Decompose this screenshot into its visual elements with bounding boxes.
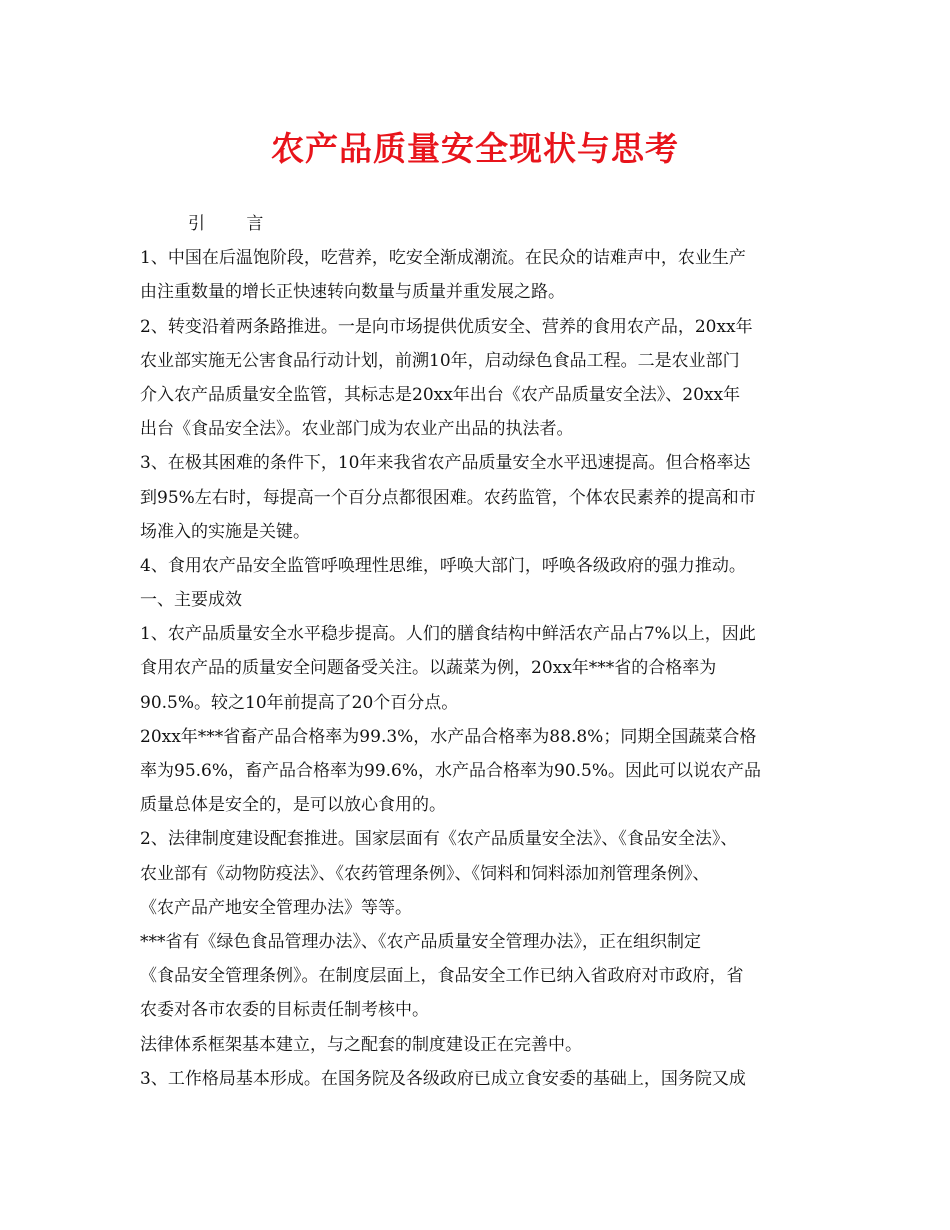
paragraph-line: 食用农产品的质量安全问题备受关注。以蔬菜为例，20xx年***省的合格率为 [140, 658, 717, 679]
paragraph-line: 出台《食品安全法》。农业部门成为农业产出品的执法者。 [140, 419, 574, 440]
paragraph-line: 90.5%。较之10年前提高了20个百分点。 [140, 692, 459, 713]
paragraph-line: 20xx年***省畜产品合格率为99.3%，水产品合格率为88.8%；同期全国蔬菜合格 [140, 726, 757, 747]
paragraph-line: 2、转变沿着两条路推进。一是向市场提供优质安全、营养的食用农产品，20xx年 [140, 316, 753, 337]
paragraph-line: 场准入的实施是关键。 [140, 521, 310, 542]
paragraph-line: ***省有《绿色食品管理办法》、《农产品质量安全管理办法》，正在组织制定 [140, 931, 701, 952]
paragraph-line: 农业部实施无公害食品行动计划，前溯10年，启动绿色食品工程。二是农业部门 [140, 350, 740, 371]
document-title: 农产品质量安全现状与思考 [271, 129, 679, 168]
paragraph-line: 《农产品产地安全管理办法》等等。 [140, 897, 412, 918]
paragraph-line: 农委对各市农委的目标责任制考核中。 [140, 1000, 429, 1021]
paragraph-line: 1、中国在后温饱阶段，吃营养，吃安全渐成潮流。在民众的诘难声中，农业生产 [140, 248, 746, 269]
paragraph-line: 质量总体是安全的，是可以放心食用的。 [140, 795, 446, 816]
paragraph-line: 1、农产品质量安全水平稳步提高。人们的膳食结构中鲜活农产品占7%以上，因此 [140, 624, 756, 645]
paragraph-line: 法律体系框架基本建立，与之配套的制度建设正在完善中。 [140, 1034, 582, 1055]
paragraph-line: 介入农产品质量安全监管，其标志是20xx年出台《农产品质量安全法》、20xx年 [140, 384, 741, 405]
document-body [140, 207, 820, 1096]
paragraph-line: 农业部有《动物防疫法》、《农药管理条例》、《饲料和饲料添加剂管理条例》、 [140, 863, 710, 884]
paragraph-line: 3、工作格局基本形成。在国务院及各级政府已成立食安委的基础上，国务院又成 [140, 1068, 746, 1089]
paragraph-line: 由注重数量的增长正快速转向数量与质量并重发展之路。 [140, 282, 565, 303]
section-heading-introduction: 引 言 [188, 214, 282, 234]
paragraph-line: 4、食用农产品安全监管呼唤理性思维，呼唤大部门，呼唤各级政府的强力推动。 [140, 555, 746, 576]
paragraph-line: 3、在极其困难的条件下，10年来我省农产品质量安全水平迅速提高。但合格率达 [140, 453, 751, 474]
paragraph-line: 2、法律制度建设配套推进。国家层面有《农产品质量安全法》、《食品安全法》、 [140, 829, 738, 850]
section-heading-main-results: 一、主要成效 [140, 590, 242, 611]
paragraph-line: 《食品安全管理条例》。在制度层面上，食品安全工作已纳入省政府对市政府，省 [140, 966, 744, 987]
paragraph-line: 到95%左右时，每提高一个百分点都很困难。农药监管，个体农民素养的提高和市 [140, 487, 756, 508]
paragraph-line: 率为95.6%，畜产品合格率为99.6%，水产品合格率为90.5%。因此可以说农产品 [140, 761, 762, 781]
